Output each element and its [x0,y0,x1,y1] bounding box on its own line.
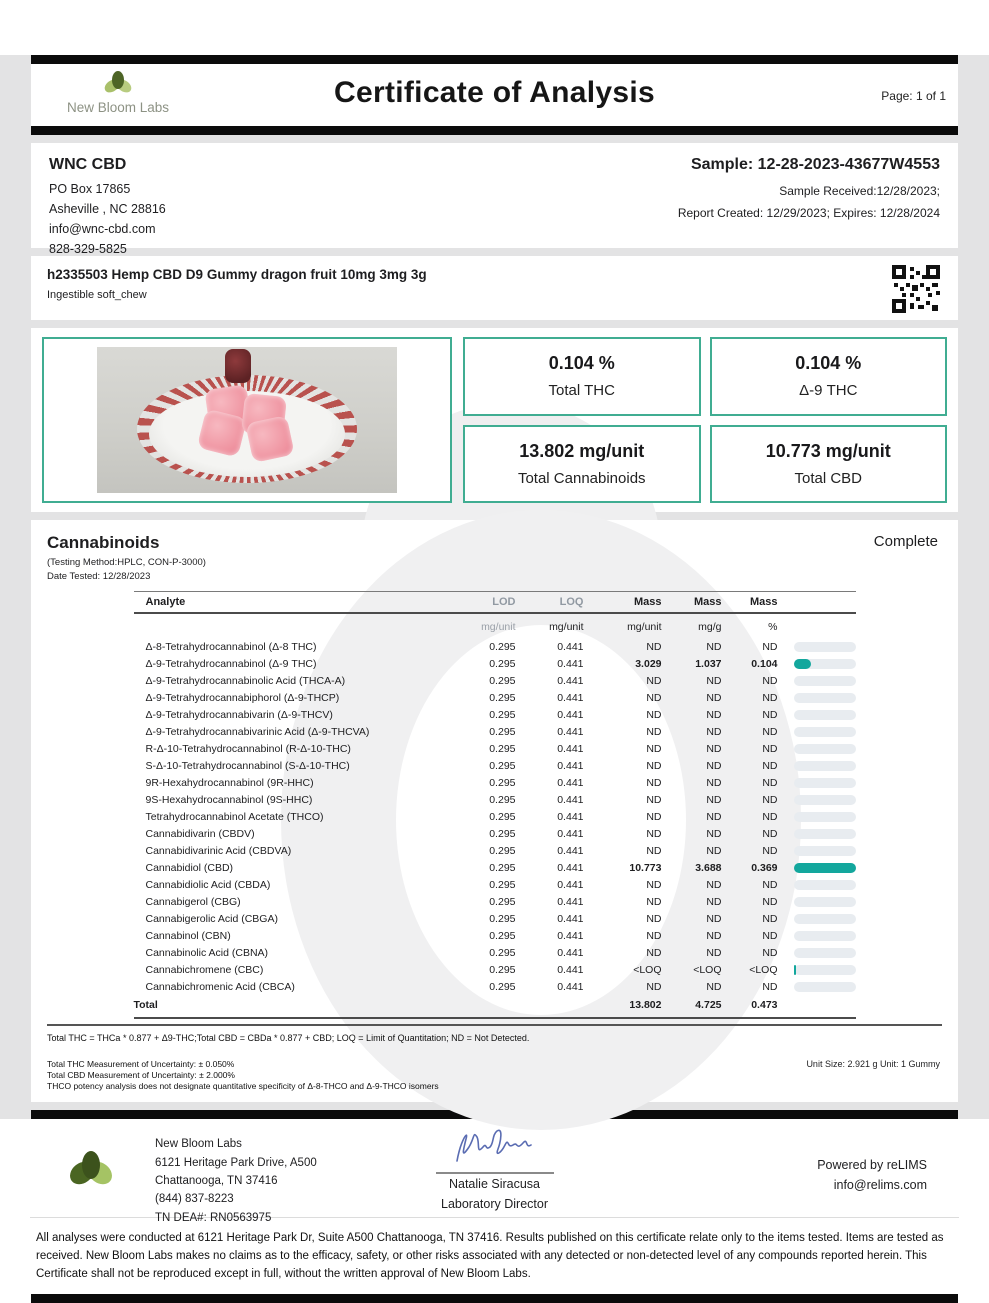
lod-value: 0.295 [489,810,516,823]
table-row [134,672,856,689]
unit-loq: mg/unit [549,621,584,633]
mass-pct-value: ND [762,640,778,653]
bar-fill [794,863,856,873]
mass-pct-value: ND [762,759,778,772]
loq-value: 0.441 [557,929,584,942]
loq-value: 0.441 [557,776,584,789]
analyte-name: Cannabidiol (CBD) [145,861,234,874]
product-photo [97,347,397,493]
summary-label: Total Cannabinoids [517,469,646,487]
mass-bar [778,710,856,720]
lod-value: 0.295 [489,742,516,755]
bar-track [794,931,856,941]
signature-image [435,1154,555,1171]
mass-pct-value: ND [762,895,778,908]
table-row [134,876,856,893]
mass-pct-value: ND [762,691,778,704]
mass-pct-value: ND [762,844,778,857]
mass-mg-unit-value: ND [646,759,662,772]
note-thco: THCO potency analysis does not designate quantitative specificity of Δ-8-THCO and Δ-9-THCO isomers [47,1081,439,1092]
mass-mg-unit-value: ND [646,708,662,721]
cannabinoids-rows [134,638,856,995]
mass-bar [778,948,856,958]
client-phone: 828-329-5825 [49,242,127,256]
summary-value: 0.104 % [548,353,615,374]
mass-mg-g-value: ND [706,895,722,908]
mass-bar [778,778,856,788]
analyte-name: Cannabinol (CBN) [145,929,231,942]
bar-track [794,863,856,873]
table-row [134,706,856,723]
analyte-name: Cannabidiolic Acid (CBDA) [145,878,271,891]
lod-value: 0.295 [489,657,516,670]
lod-value: 0.295 [489,725,516,738]
lod-value: 0.295 [489,895,516,908]
total-mass-pct: 0.473 [751,998,778,1011]
signer-name: Natalie Siracusa [448,1177,540,1192]
table-units-row [134,614,856,638]
cannabinoids-table [134,591,856,1019]
analyte-name: Cannabigerol (CBG) [145,895,241,908]
page-number: Page: 1 of 1 [881,89,946,103]
product-card [31,256,958,320]
summary-value: 10.773 mg/unit [765,440,891,461]
total-label: Total [133,998,158,1011]
table-row [134,757,856,774]
mass-mg-g-value: 1.037 [695,657,722,670]
mass-mg-g-value: ND [706,640,722,653]
mass-mg-unit-value: ND [646,980,662,993]
mass-bar [778,659,856,669]
loq-value: 0.441 [557,980,584,993]
mass-bar [778,693,856,703]
mass-mg-g-value: ND [706,793,722,806]
bar-track [794,965,856,975]
analyte-name: Cannabidivarinic Acid (CBDVA) [145,844,292,857]
analyte-name: 9S-Hexahydrocannabinol (9S-HHC) [145,793,313,806]
mass-bar [778,931,856,941]
lod-value: 0.295 [489,963,516,976]
mass-mg-unit-value: ND [646,827,662,840]
mass-pct-value: ND [762,912,778,925]
bar-track [794,642,856,652]
lod-value: 0.295 [489,776,516,789]
bar-track [794,880,856,890]
table-row [134,740,856,757]
disclaimer-text: All analyses were conducted at 6121 Heritage Park Dr, Suite A500 Chattanooga, TN 37416. Results published on this certificate relate only to the items tested. Items are tested as received. New Bloom Labs makes no claims as to the efficacy, safety, or other risks associated with any detected or non-detected level of any compounds reported herein. This Certificate shall not be reproduced except in full, without the written approval of New Bloom Labs. [36,1232,944,1280]
column-header-loq: LOQ [559,596,584,608]
mass-mg-g-value: ND [706,980,722,993]
mass-mg-g-value: ND [706,827,722,840]
mass-bar [778,880,856,890]
bottom-bar [31,1294,958,1303]
mass-mg-g-value: ND [706,691,722,704]
testing-method: (Testing Method:HPLC, CON-P-3000) [47,557,206,568]
page-title: Certificate of Analysis [334,76,655,109]
mass-mg-unit-value: ND [646,844,662,857]
mass-mg-unit-value: 3.029 [635,657,662,670]
client-email: info@wnc-cbd.com [49,222,156,236]
client-sample-card [31,143,958,256]
mass-mg-unit-value: <LOQ [633,963,662,976]
document-body [0,55,989,1119]
signer-title: Laboratory Director [441,1197,548,1212]
mass-pct-value: ND [762,725,778,738]
mass-pct-value: ND [762,810,778,823]
loq-value: 0.441 [557,657,584,670]
table-row [134,689,856,706]
mass-mg-g-value: ND [706,742,722,755]
column-header-mass-pct: Mass [749,596,778,608]
bar-track [794,761,856,771]
mass-mg-g-value: ND [706,929,722,942]
loq-value: 0.441 [557,810,584,823]
mass-mg-g-value: ND [706,708,722,721]
client-address-line: PO Box 17865 [49,182,131,196]
sample-block [678,156,940,235]
mass-mg-g-value: ND [706,844,722,857]
table-row [134,825,856,842]
gummy-standing [225,349,251,383]
footer-lab-dea: TN DEA#: RN0563975 [155,1211,272,1224]
bar-track [794,846,856,856]
mass-pct-value: ND [762,708,778,721]
lod-value: 0.295 [489,929,516,942]
footer-lab-address [155,1135,317,1227]
analyte-name: Cannabichromenic Acid (CBCA) [145,980,295,993]
loq-value: 0.441 [557,793,584,806]
bar-track [794,744,856,754]
analyte-name: S-Δ-10-Tetrahydrocannabinol (S-Δ-10-THC) [145,759,350,772]
mass-mg-g-value: ND [706,912,722,925]
lod-value: 0.295 [489,759,516,772]
table-row [134,655,856,672]
mass-mg-g-value: ND [706,946,722,959]
table-row [134,944,856,961]
bar-track [794,659,856,669]
mass-pct-value: ND [762,946,778,959]
bar-track [794,795,856,805]
loq-value: 0.441 [557,827,584,840]
notes-block [47,1059,942,1092]
analyte-name: Cannabidivarin (CBDV) [145,827,255,840]
mass-bar [778,761,856,771]
mass-mg-g-value: ND [706,725,722,738]
document-footer [0,1119,989,1302]
table-row [134,978,856,995]
client-address-line: Asheville , NC 28816 [49,202,166,216]
analyte-name: Δ-9-Tetrahydrocannabiphorol (Δ-9-THCP) [145,691,340,704]
column-header-mass-g: Mass [693,596,722,608]
mass-bar [778,846,856,856]
summary-label: Total THC [548,382,615,400]
mass-mg-unit-value: 10.773 [629,861,662,874]
unit-mass-pct: % [768,621,778,633]
divider-bar [31,126,958,135]
lod-value: 0.295 [489,674,516,687]
loq-value: 0.441 [557,912,584,925]
mass-mg-unit-value: ND [646,929,662,942]
mass-mg-g-value: ND [706,878,722,891]
table-row [134,638,856,655]
mass-pct-value: ND [762,674,778,687]
relims-email: info@relims.com [833,1178,927,1193]
lod-value: 0.295 [489,844,516,857]
cannabinoids-card [31,520,958,1102]
summary-grid [463,337,947,503]
note-thc-uncertainty: Total THC Measurement of Uncertainty: ± 0.050% [47,1059,235,1069]
analyte-name: R-Δ-10-Tetrahydrocannabinol (R-Δ-10-THC) [145,742,351,755]
loq-value: 0.441 [557,895,584,908]
client-block [49,156,166,256]
mass-bar [778,642,856,652]
divider-bar-top [31,55,958,64]
mass-bar [778,744,856,754]
relims-block [817,1155,927,1195]
summary-total-cannabinoids [463,425,701,504]
table-total-row [134,995,856,1014]
mass-pct-value: ND [762,929,778,942]
loq-value: 0.441 [557,963,584,976]
column-header-mass-unit: Mass [633,596,662,608]
loq-value: 0.441 [557,674,584,687]
bar-track [794,914,856,924]
mass-pct-value: ND [762,827,778,840]
mass-bar [778,812,856,822]
footer-lab-name: New Bloom Labs [155,1138,242,1151]
mass-mg-g-value: ND [706,759,722,772]
lod-value: 0.295 [489,640,516,653]
product-photo-frame [42,337,452,503]
lod-value: 0.295 [489,861,516,874]
bar-track [794,982,856,992]
lod-value: 0.295 [489,793,516,806]
bar-track [794,778,856,788]
top-margin [0,0,989,55]
sample-report-dates: Report Created: 12/29/2023; Expires: 12/28/2024 [677,205,940,220]
summary-total-thc [463,337,701,416]
loq-value: 0.441 [557,759,584,772]
mass-bar [778,965,856,975]
loq-value: 0.441 [557,878,584,891]
mass-mg-unit-value: ND [646,691,662,704]
loq-value: 0.441 [557,640,584,653]
qr-code [892,265,940,309]
analyte-name: Δ-9-Tetrahydrocannabinolic Acid (THCA-A) [145,674,346,687]
mass-mg-g-value: <LOQ [693,963,722,976]
sample-received: Sample Received:12/28/2023; [779,184,940,198]
table-row [134,774,856,791]
mass-pct-value: ND [762,742,778,755]
unit-mass-g: mg/g [698,621,722,633]
table-row [134,961,856,978]
table-row [134,927,856,944]
unit-size-info: Unit Size: 2.921 g Unit: 1 Gummy [806,1059,940,1069]
bar-track [794,693,856,703]
bar-track [794,897,856,907]
lab-logo-text: New Bloom Labs [67,100,170,115]
loq-value: 0.441 [557,691,584,704]
mass-mg-g-value: ND [706,810,722,823]
mass-mg-unit-value: ND [646,776,662,789]
lod-value: 0.295 [489,946,516,959]
lod-value: 0.295 [489,827,516,840]
mass-pct-value: ND [762,980,778,993]
analyte-name: Δ-9-Tetrahydrocannabinol (Δ-9 THC) [145,657,317,670]
mass-bar [778,727,856,737]
loq-value: 0.441 [557,844,584,857]
mass-mg-g-value: ND [706,776,722,789]
lod-value: 0.295 [489,691,516,704]
analyte-name: Tetrahydrocannabinol Acetate (THCO) [145,810,324,823]
loq-value: 0.441 [557,946,584,959]
bar-track [794,829,856,839]
lod-value: 0.295 [489,912,516,925]
table-row [134,842,856,859]
section-title: Cannabinoids [47,533,160,552]
mass-pct-value: ND [762,776,778,789]
table-footnote: Total THC = THCa * 0.877 + Δ9-THC;Total CBD = CBDa * 0.877 + CBD; LOQ = Limit of Quantitation; ND = Not Detected. [47,1033,530,1043]
mass-bar [778,897,856,907]
loq-value: 0.441 [557,861,584,874]
summary-value: 0.104 % [795,353,862,374]
footer-leaf-logo-icon [62,1143,120,1200]
mass-mg-unit-value: ND [646,725,662,738]
summary-label: Δ-9 THC [799,382,858,400]
footer-lab-city: Chattanooga, TN 37416 [155,1174,278,1187]
sample-id: Sample: 12-28-2023-43677W4553 [690,156,940,173]
table-header-row [134,591,856,614]
signature-block [405,1123,585,1211]
footer-lab-phone: (844) 837-8223 [155,1193,234,1206]
table-row [134,723,856,740]
note-cbd-uncertainty: Total CBD Measurement of Uncertainty: ± 2.000% [47,1070,235,1081]
lod-value: 0.295 [489,980,516,993]
summary-total-cbd [710,425,948,504]
unit-mass-unit: mg/unit [627,621,662,633]
bar-track [794,676,856,686]
mass-mg-unit-value: ND [646,895,662,908]
mass-bar [778,676,856,686]
mass-mg-unit-value: ND [646,793,662,806]
analyte-name: 9R-Hexahydrocannabinol (9R-HHC) [145,776,314,789]
mass-mg-unit-value: ND [646,810,662,823]
mass-bar [778,914,856,924]
analyte-name: Δ-8-Tetrahydrocannabinol (Δ-8 THC) [145,640,317,653]
mass-pct-value: <LOQ [749,963,778,976]
footer-lab-street: 6121 Heritage Park Drive, A500 [155,1156,317,1169]
mass-bar [778,795,856,805]
bar-fill [794,965,796,975]
analyte-name: Cannabigerolic Acid (CBGA) [145,912,278,925]
date-tested: Date Tested: 12/28/2023 [47,571,151,582]
column-header-lod: LOD [492,596,516,608]
section-status: Complete [873,533,938,550]
mass-pct-value: ND [762,793,778,806]
mass-mg-g-value: ND [706,674,722,687]
product-type: Ingestible soft_chew [47,289,147,301]
product-name: h2335503 Hemp CBD D9 Gummy dragon fruit 10mg 3mg 3g [47,267,427,282]
table-row [134,791,856,808]
bar-track [794,727,856,737]
total-mass-unit: 13.802 [629,998,662,1011]
summary-value: 13.802 mg/unit [519,440,645,461]
mass-mg-unit-value: ND [646,742,662,755]
lod-value: 0.295 [489,878,516,891]
table-row [134,808,856,825]
loq-value: 0.441 [557,725,584,738]
analyte-name: Cannabichromene (CBC) [145,963,264,976]
mass-bar [778,863,856,873]
bar-track [794,812,856,822]
mass-pct-value: ND [762,878,778,891]
analyte-name: Δ-9-Tetrahydrocannabivarin (Δ-9-THCV) [145,708,333,721]
bar-fill [794,659,811,669]
loq-value: 0.441 [557,708,584,721]
mass-mg-unit-value: ND [646,640,662,653]
analyte-name: Cannabinolic Acid (CBNA) [145,946,269,959]
loq-value: 0.441 [557,742,584,755]
table-row [134,910,856,927]
powered-by: Powered by reLIMS [817,1158,927,1173]
document-header [31,64,958,126]
mass-bar [778,982,856,992]
client-name: WNC CBD [49,156,127,173]
results-card [31,328,958,512]
mass-bar [778,829,856,839]
table-row [134,859,856,876]
mass-pct-value: 0.104 [751,657,778,670]
bar-track [794,948,856,958]
mass-mg-g-value: 3.688 [695,861,722,874]
summary-d9-thc [710,337,948,416]
table-row [134,893,856,910]
total-mass-g: 4.725 [695,998,722,1011]
mass-mg-unit-value: ND [646,674,662,687]
mass-mg-unit-value: ND [646,912,662,925]
product-block [47,267,427,309]
unit-lod: mg/unit [481,621,516,633]
summary-label: Total CBD [794,469,863,487]
analyte-name: Δ-9-Tetrahydrocannabivarinic Acid (Δ-9-THCVA) [145,725,370,738]
lod-value: 0.295 [489,708,516,721]
mass-mg-unit-value: ND [646,878,662,891]
column-header-analyte: Analyte [145,596,186,608]
mass-pct-value: 0.369 [751,861,778,874]
bar-track [794,710,856,720]
mass-mg-unit-value: ND [646,946,662,959]
